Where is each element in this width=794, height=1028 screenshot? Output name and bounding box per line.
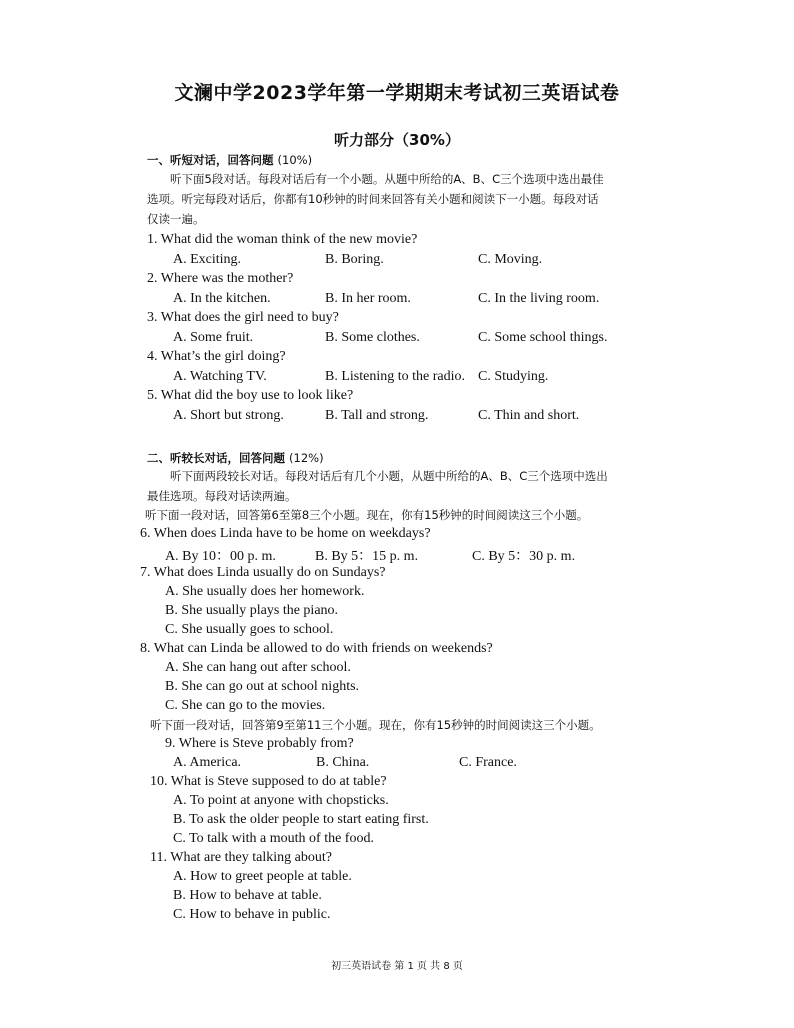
- page-footer: 初三英语试卷 第 1 页 共 8 页: [331, 961, 463, 972]
- question-11-option-a: A. How to greet people at table.: [173, 869, 352, 884]
- question-5-option-b: B. Tall and strong.: [325, 408, 429, 423]
- section2-intro-line: 听下面两段较长对话。每段对话后有几个小题，从题中所给的A、B、C三个选项中选出: [170, 469, 608, 483]
- question-11-option-b: B. How to behave at table.: [173, 888, 322, 903]
- question-8-option-b: B. She can go out at school nights.: [165, 679, 360, 694]
- question-7-option-b: B. She usually plays the piano.: [165, 603, 339, 618]
- question-10-option-a: A. To point at anyone with chopsticks.: [173, 793, 389, 808]
- question-11: 11. What are they talking about?: [150, 850, 332, 865]
- question-2: 2. Where was the mother?: [147, 271, 294, 286]
- question-7-option-a: A. She usually does her homework.: [165, 584, 365, 599]
- question-4-option-a: A. Watching TV.: [173, 369, 267, 384]
- question-1-option-a: A. Exciting.: [173, 252, 242, 267]
- question-8-option-a: A. She can hang out after school.: [165, 660, 351, 675]
- question-9-option-c: C. France.: [459, 755, 517, 770]
- question-5-option-c: C. Thin and short.: [478, 408, 580, 423]
- question-2-option-c: C. In the living room.: [478, 291, 600, 306]
- question-6-option-a: A. By 10：00 p. m.: [165, 549, 276, 564]
- dialog1-intro: 听下面一段对话，回答第6至第8三个小题。现在，你有15秒钟的时间阅读这三个小题。: [145, 508, 589, 522]
- question-6-option-b: B. By 5：15 p. m.: [315, 549, 419, 564]
- question-8: 8. What can Linda be allowed to do with friends on weekends?: [140, 641, 493, 656]
- question-10: 10. What is Steve supposed to do at table?: [150, 774, 387, 789]
- section1-intro-line: 选项。听完每段对话后，你都有10秒钟的时间来回答有关小题和阅读下一小题。每段对话: [147, 192, 599, 206]
- question-3-option-a: A. Some fruit.: [173, 330, 254, 345]
- question-7: 7. What does Linda usually do on Sundays?: [140, 565, 386, 580]
- section1-intro-line: 听下面5段对话。每段对话后有一个小题。从题中所给的A、B、C三个选项中选出最佳: [170, 172, 604, 186]
- question-4-option-c: C. Studying.: [478, 369, 549, 384]
- question-4-option-b: B. Listening to the radio.: [325, 369, 465, 384]
- question-10-option-c: C. To talk with a mouth of the food.: [173, 831, 374, 846]
- question-8-option-c: C. She can go to the movies.: [165, 698, 326, 713]
- question-6: 6. When does Linda have to be home on weekdays?: [140, 526, 431, 541]
- question-2-option-a: A. In the kitchen.: [173, 291, 271, 306]
- section1-heading-text: 一、听短对话，回答问题: [147, 153, 274, 167]
- question-1: 1. What did the woman think of the new movie?: [147, 232, 418, 247]
- question-4: 4. What’s the girl doing?: [147, 349, 286, 364]
- question-5-option-a: A. Short but strong.: [173, 408, 284, 423]
- section2-intro-line: 最佳选项。每段对话读两遍。: [147, 489, 297, 503]
- question-1-option-b: B. Boring.: [325, 252, 384, 267]
- listening-section-title: 听力部分（30%）: [334, 131, 460, 149]
- question-3-option-b: B. Some clothes.: [325, 330, 420, 345]
- question-3-option-c: C. Some school things.: [478, 330, 608, 345]
- dialog2-intro: 听下面一段对话，回答第9至第11三个小题。现在，你有15秒钟的时间阅读这三个小题。: [150, 718, 601, 732]
- question-10-option-b: B. To ask the older people to start eating first.: [173, 812, 429, 827]
- section2-heading: [147, 450, 324, 466]
- section1-percent: (10%): [277, 153, 313, 167]
- exam-title: 文澜中学2023学年第一学期期末考试初三英语试卷: [174, 82, 620, 104]
- question-6-option-c: C. By 5：30 p. m.: [472, 549, 576, 564]
- section2-percent: (12%): [289, 451, 324, 465]
- question-2-option-b: B. In her room.: [325, 291, 411, 306]
- section1-intro-line: 仅读一遍。: [147, 212, 205, 226]
- section1-heading: [147, 152, 312, 168]
- question-1-option-c: C. Moving.: [478, 252, 543, 267]
- question-7-option-c: C. She usually goes to school.: [165, 622, 334, 637]
- question-9-option-b: B. China.: [316, 755, 370, 770]
- question-9-option-a: A. America.: [173, 755, 242, 770]
- section2-heading-text: 二、听较长对话，回答问题: [147, 451, 285, 465]
- question-5: 5. What did the boy use to look like?: [147, 388, 354, 403]
- question-3: 3. What does the girl need to buy?: [147, 310, 339, 325]
- question-9: 9. Where is Steve probably from?: [165, 736, 354, 751]
- question-11-option-c: C. How to behave in public.: [173, 907, 331, 922]
